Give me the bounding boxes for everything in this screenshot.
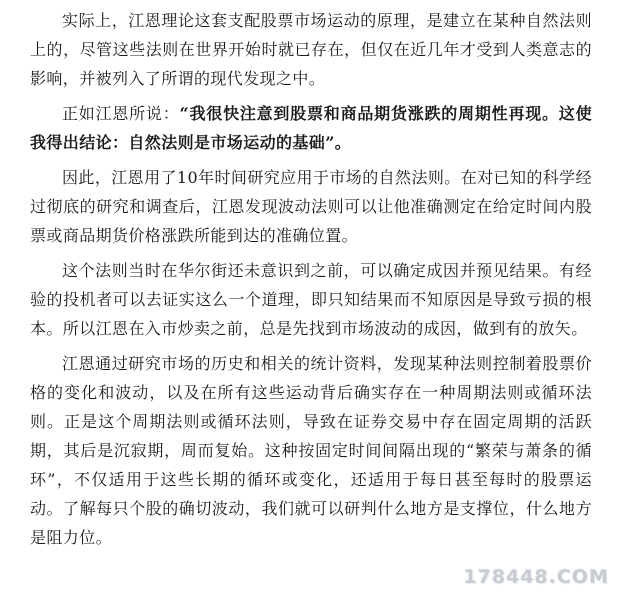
paragraph-4: [30, 256, 592, 343]
paragraph-3-text: 因此，江恩用了10年时间研究应用于市场的自然法则。在对已知的科学经过彻底的研究和调查后，江恩发现波动法则可以让他准确测定在给定时间内股票或商品期货价格涨跌所能到达的准确位置。: [30, 168, 592, 245]
paragraph-5: [30, 349, 592, 552]
paragraph-4-text: 这个法则当时在华尔街还未意识到之前，可以确定成因并预见结果。有经验的投机者可以去证实这么一个道理，即只知结果而不知原因是导致亏损的根本。所以江恩在入市炒卖之前，总是先找到市场波动的成因，做到有的放矢。: [30, 261, 592, 338]
site-watermark: 178448.COM: [463, 566, 609, 588]
paragraph-2-quote: “我很快注意到股票和商品期货涨跌的周期性再现。这使我得出结论：自然法则是市场运动的基础”。: [30, 104, 592, 152]
paragraph-2: [30, 99, 592, 157]
paragraph-1-text: 实际上，江恩理论这套支配股票市场运动的原理，是建立在某种自然法则上的，尽管这些法则在世界开始时就已存在，但仅在近几年才受到人类意志的影响，并被列入了所谓的现代发现之中。: [30, 11, 592, 88]
paragraph-5-text: 江恩通过研究市场的历史和相关的统计资料，发现某种法则控制着股票价格的变化和波动，以及在所有这些运动背后确实存在一种周期法则或循环法则。正是这个周期法则或循环法则，导致在证券交易中存在固定周期的活跃期，其后是沉寂期，周而复始。这种按固定时间间隔出现的“繁荣与萧条的循环”，不仅适用于这些长期的循环或变化，还适用于每日甚至每时的股票运动。了解每只个股的确切波动，我们就可以研判什么地方是支撑位，什么地方是阻力位。: [30, 354, 592, 547]
document-page: [30, 6, 592, 558]
paragraph-3: [30, 163, 592, 250]
paragraph-1: [30, 6, 592, 93]
paragraph-2-intro: 正如江恩所说：: [62, 104, 180, 123]
